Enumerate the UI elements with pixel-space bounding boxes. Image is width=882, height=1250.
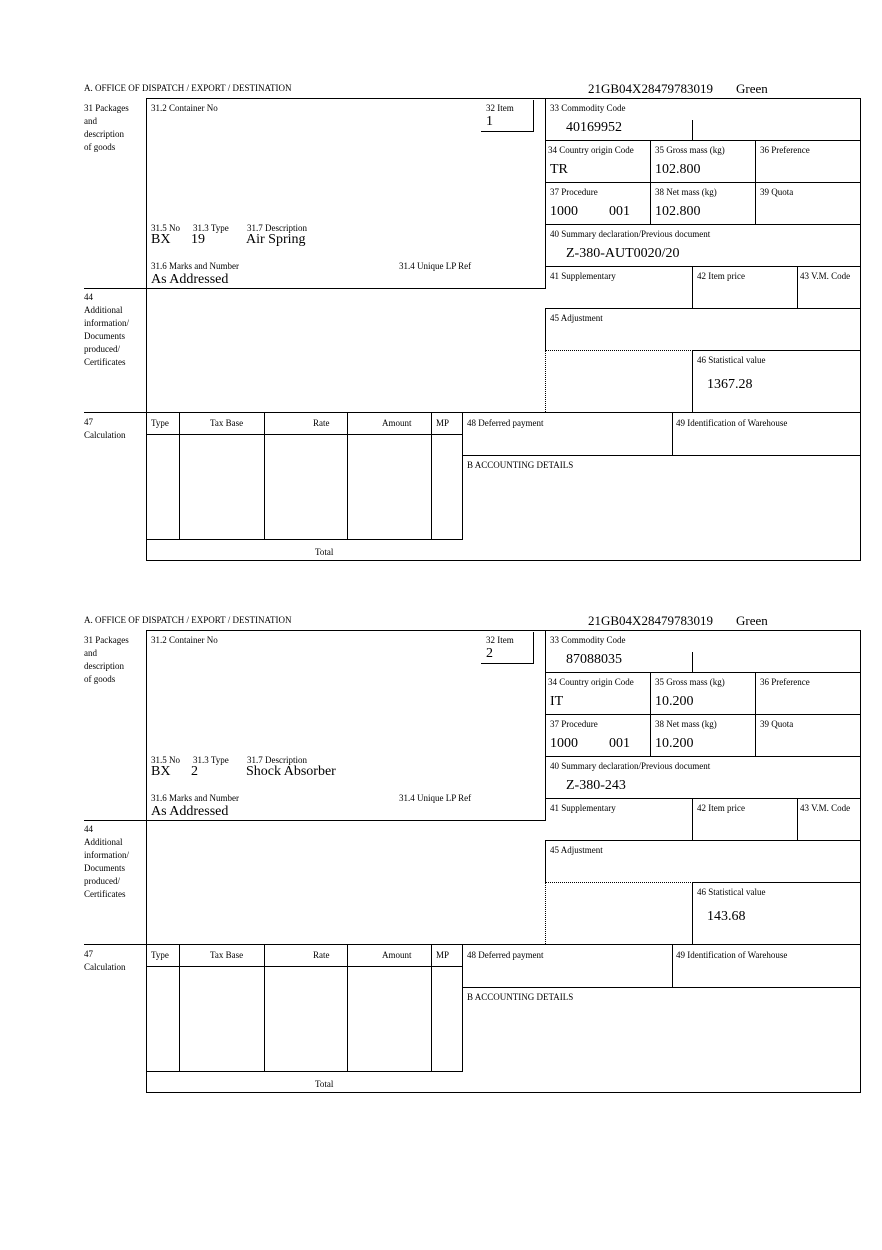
gross-mass-value: 10.200 — [655, 694, 694, 709]
statistical-value: 1367.28 — [707, 377, 753, 392]
calc-type-header: Type — [151, 950, 169, 960]
gross-mass-value: 102.800 — [655, 162, 701, 177]
adjustment-label: 45 Adjustment — [550, 313, 603, 323]
container-no-label: 31.2 Container No — [151, 103, 218, 113]
pkg-description-value: Air Spring — [246, 232, 306, 247]
declaration-form-1 — [0, 0, 882, 557]
quota-label: 39 Quota — [760, 719, 794, 729]
additional-label-4: Documents — [84, 331, 125, 341]
marks-label: 31.6 Marks and Number — [151, 261, 239, 271]
summary-declaration-value: Z-380-243 — [566, 778, 626, 793]
net-mass-value: 10.200 — [655, 736, 694, 751]
additional-label-2: Additional — [84, 837, 123, 847]
packages-label-1: 31 Packages — [84, 635, 129, 645]
additional-label-1: 44 — [84, 292, 93, 302]
vm-code-label: 43 V.M. Code — [800, 271, 851, 281]
summary-declaration-label: 40 Summary declaration/Previous document — [550, 229, 711, 239]
pkg-description-label: 31.7 Description — [247, 223, 307, 233]
additional-label-5: produced/ — [84, 344, 120, 354]
warehouse-label: 49 Identification of Warehouse — [676, 418, 788, 428]
item-number: 1 — [486, 114, 493, 129]
adjustment-label: 45 Adjustment — [550, 845, 603, 855]
procedure-value: 1000 — [550, 736, 578, 751]
calc-mp-header: MP — [436, 950, 450, 960]
packages-label-3: description — [84, 661, 124, 671]
country-origin-label: 34 Country origin Code — [548, 145, 634, 155]
gross-mass-label: 35 Gross mass (kg) — [655, 145, 725, 155]
procedure-label: 37 Procedure — [550, 187, 598, 197]
reference-number: 21GB04X28479783019 — [588, 81, 713, 96]
pkg-type-label: 31.3 Type — [193, 223, 229, 233]
unique-lp-label: 31.4 Unique LP Ref — [399, 793, 472, 803]
deferred-payment-label: 48 Deferred payment — [467, 950, 544, 960]
pkg-description-label: 31.7 Description — [247, 755, 307, 765]
country-origin-value: TR — [550, 162, 568, 177]
accounting-details-label: B ACCOUNTING DETAILS — [467, 992, 574, 1002]
marks-value: As Addressed — [151, 804, 229, 819]
additional-label-3: information/ — [84, 850, 129, 860]
vm-code-label: 43 V.M. Code — [800, 803, 851, 813]
additional-label-3: information/ — [84, 318, 129, 328]
summary-declaration-value: Z-380-AUT0020/20 — [566, 246, 680, 261]
calc-mp-header: MP — [436, 418, 450, 428]
preference-label: 36 Preference — [760, 677, 810, 687]
calculation-label-2: Calculation — [84, 962, 126, 972]
calculation-label-2: Calculation — [84, 430, 126, 440]
additional-label-6: Certificates — [84, 889, 126, 899]
preference-label: 36 Preference — [760, 145, 810, 155]
calc-tax-base-header: Tax Base — [210, 950, 244, 960]
packages-label-2: and — [84, 648, 97, 658]
warehouse-label: 49 Identification of Warehouse — [676, 950, 788, 960]
calc-rate-header: Rate — [313, 950, 330, 960]
pkg-type-value: 19 — [191, 232, 205, 247]
pkg-no-value: BX — [151, 232, 171, 247]
packages-label-2: and — [84, 116, 97, 126]
additional-label-5: produced/ — [84, 876, 120, 886]
calc-type-header: Type — [151, 418, 169, 428]
pkg-type-label: 31.3 Type — [193, 755, 229, 765]
total-label: Total — [315, 547, 334, 557]
total-label: Total — [315, 1079, 334, 1089]
calc-amount-header: Amount — [382, 950, 412, 960]
accounting-details-label: B ACCOUNTING DETAILS — [467, 460, 574, 470]
country-origin-label: 34 Country origin Code — [548, 677, 634, 687]
pkg-type-value: 2 — [191, 764, 198, 779]
container-no-label: 31.2 Container No — [151, 635, 218, 645]
net-mass-label: 38 Net mass (kg) — [655, 719, 717, 729]
statistical-label: 46 Statistical value — [697, 355, 766, 365]
reference-number: 21GB04X28479783019 — [588, 613, 713, 628]
additional-label-6: Certificates — [84, 357, 126, 367]
statistical-label: 46 Statistical value — [697, 887, 766, 897]
unique-lp-label: 31.4 Unique LP Ref — [399, 261, 472, 271]
summary-declaration-label: 40 Summary declaration/Previous document — [550, 761, 711, 771]
procedure-value: 1000 — [550, 204, 578, 219]
commodity-code-label: 33 Commodity Code — [550, 635, 626, 645]
statistical-value: 143.68 — [707, 909, 746, 924]
country-origin-value: IT — [550, 694, 564, 709]
pkg-no-value: BX — [151, 764, 171, 779]
supplementary-label: 41 Supplementary — [550, 271, 616, 281]
commodity-code-label: 33 Commodity Code — [550, 103, 626, 113]
supplementary-label: 41 Supplementary — [550, 803, 616, 813]
quota-label: 39 Quota — [760, 187, 794, 197]
net-mass-value: 102.800 — [655, 204, 701, 219]
pkg-no-label: 31.5 No — [151, 223, 180, 233]
deferred-payment-label: 48 Deferred payment — [467, 418, 544, 428]
calc-amount-header: Amount — [382, 418, 412, 428]
packages-label-4: of goods — [84, 142, 116, 152]
packages-label-3: description — [84, 129, 124, 139]
commodity-code-value: 87088035 — [566, 652, 622, 667]
item-price-label: 42 Item price — [697, 271, 745, 281]
procedure-extra-value: 001 — [609, 204, 630, 219]
commodity-code-value: 40169952 — [566, 120, 622, 135]
calculation-label-1: 47 — [84, 417, 93, 427]
additional-label-2: Additional — [84, 305, 123, 315]
marks-label: 31.6 Marks and Number — [151, 793, 239, 803]
calc-tax-base-header: Tax Base — [210, 418, 244, 428]
packages-label-4: of goods — [84, 674, 116, 684]
form-color: Green — [736, 81, 768, 96]
procedure-extra-value: 001 — [609, 736, 630, 751]
additional-label-1: 44 — [84, 824, 93, 834]
item-price-label: 42 Item price — [697, 803, 745, 813]
calculation-label-1: 47 — [84, 949, 93, 959]
form-color: Green — [736, 613, 768, 628]
item-label: 32 Item — [486, 103, 514, 113]
pkg-description-value: Shock Absorber — [246, 764, 336, 779]
packages-label-1: 31 Packages — [84, 103, 129, 113]
item-number: 2 — [486, 646, 493, 661]
procedure-label: 37 Procedure — [550, 719, 598, 729]
gross-mass-label: 35 Gross mass (kg) — [655, 677, 725, 687]
additional-label-4: Documents — [84, 863, 125, 873]
pkg-no-label: 31.5 No — [151, 755, 180, 765]
item-label: 32 Item — [486, 635, 514, 645]
net-mass-label: 38 Net mass (kg) — [655, 187, 717, 197]
calc-rate-header: Rate — [313, 418, 330, 428]
marks-value: As Addressed — [151, 272, 229, 287]
office-label: A. OFFICE OF DISPATCH / EXPORT / DESTINATION — [84, 83, 292, 93]
office-label: A. OFFICE OF DISPATCH / EXPORT / DESTINATION — [84, 615, 292, 625]
declaration-form-2 — [0, 532, 882, 1089]
